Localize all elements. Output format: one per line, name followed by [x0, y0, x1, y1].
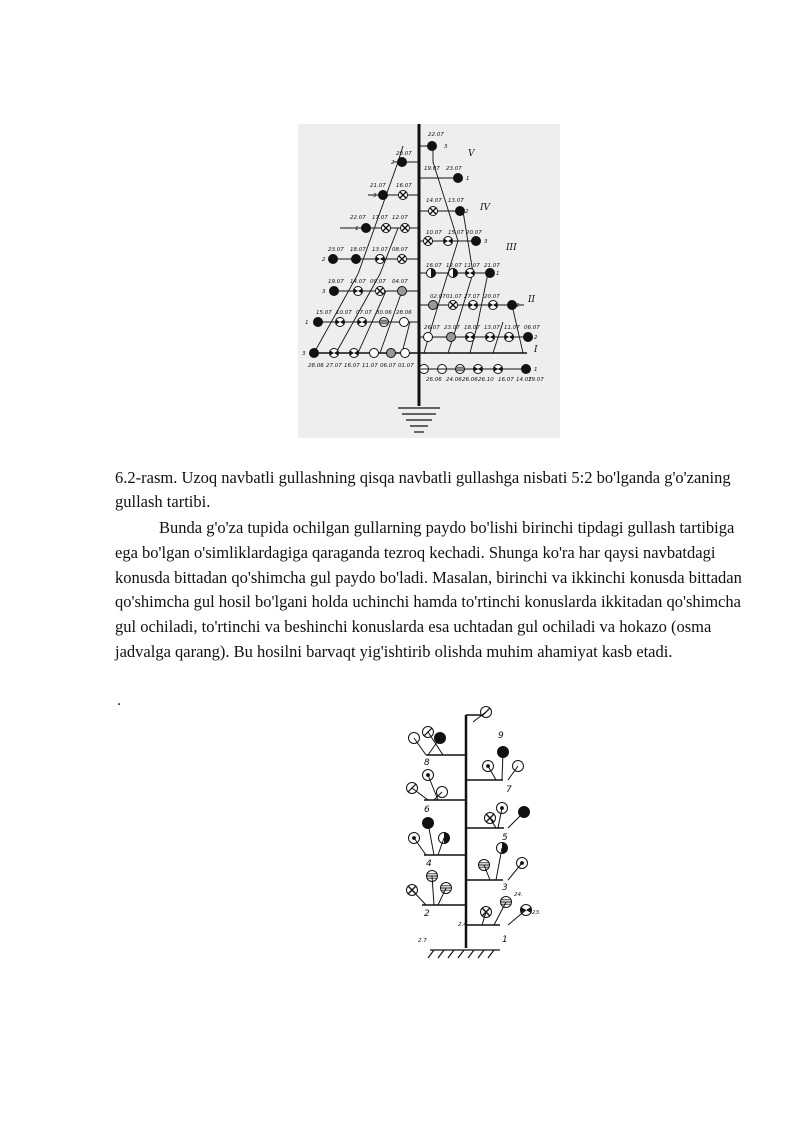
- date-label: 21.07: [484, 263, 500, 269]
- flower-icon: [466, 333, 475, 342]
- date-label: 16.07: [344, 363, 360, 369]
- flower-icon: [314, 318, 323, 327]
- date-label: 01.07: [398, 363, 414, 369]
- date-label: 18.07: [464, 325, 480, 331]
- date-label: 11.07: [362, 363, 378, 369]
- date-label: 15.07: [316, 310, 332, 316]
- flower-icon: [429, 301, 438, 310]
- flower-icon: [399, 191, 408, 200]
- date-label: 14.07: [426, 198, 442, 204]
- date-label: 12.07: [392, 215, 408, 221]
- flower-icon: [358, 318, 367, 327]
- node-number: 3: [502, 883, 508, 893]
- node-number: 7: [506, 785, 512, 795]
- date-label: 11.07: [464, 263, 480, 269]
- date-label: 07.07: [356, 310, 372, 316]
- flower-icon: [447, 333, 456, 342]
- flower-icon: [505, 333, 514, 342]
- date-label: 30.06: [376, 310, 392, 316]
- flower-order-number: 3: [302, 351, 306, 357]
- flower-icon: [486, 333, 495, 342]
- flower-icon: [370, 349, 379, 358]
- handwritten-note: 24.: [514, 892, 523, 898]
- flower-order-number: 2: [391, 160, 395, 166]
- handwritten-note: 2.4: [458, 922, 467, 928]
- flower-icon: [466, 269, 475, 278]
- node-number: 8: [424, 758, 430, 768]
- date-label: 13.07: [448, 198, 464, 204]
- flower-icon: [444, 237, 453, 246]
- flower-icon: [398, 158, 407, 167]
- date-label: 26.10: [478, 377, 494, 383]
- flower-icon: [424, 237, 433, 246]
- flower-order-number: 1: [355, 226, 359, 232]
- date-label: 11.07: [504, 325, 520, 331]
- date-label: 09.07: [370, 279, 386, 285]
- flower-icon: [379, 191, 388, 200]
- flower-icon: [449, 269, 458, 278]
- date-label: 16.07: [426, 263, 442, 269]
- flower-icon: [456, 207, 465, 216]
- flower-icon: [330, 287, 339, 296]
- date-label: 27.07: [326, 363, 342, 369]
- figure-caption: 6.2-rasm. Uzoq navbatli gullashning qisqa navbatli gullashga nisbati 5:2 bo'lganda g'o'zaning gullash tartibi.: [115, 468, 731, 511]
- date-label: 20.07: [466, 230, 482, 236]
- body-paragraph: Bunda g'o'za tupida ochilgan gullarning paydo bo'lishi birinchi tipdagi gullash tartibiga ega bo'lgan o'simliklardagiga qaraganda tezroq kechadi. Shunga ko'ra har qaysi navbatdagi konusda bittadan qo'shimcha gul paydo bo'ladi. Masalan, birinchi va ikkinchi konusda bittadan qo'shimcha gul hosil bo'lgani holda uchinchi hamda to'rtinchi konuslarda ikkitadan qo'shimcha gul ochiladi, to'rtinchi va beshinchi konuslarda esa uchtadan gul ochiladi va hokazo (osma jadvalga qarang). Bu hosilni barvaqt yig'ishtirib olishda muhim ahamiyat kasb etadi.: [115, 518, 742, 661]
- flower-order-number: 1: [466, 176, 470, 182]
- flower-icon: [354, 287, 363, 296]
- node-number: 9: [498, 731, 504, 741]
- flower-order-number: 3: [484, 239, 488, 245]
- date-label: 23.07: [444, 325, 460, 331]
- date-label: 15.07: [448, 230, 464, 236]
- flower-icon: [489, 301, 498, 310]
- date-label: 19.07: [528, 377, 544, 383]
- flower-order-number: 2: [534, 335, 538, 341]
- date-label: 17.07: [372, 215, 388, 221]
- plant-branch-drawing: [398, 700, 558, 965]
- flower-icon: [350, 349, 359, 358]
- flower-order-number: 3: [444, 144, 448, 150]
- flower-icon: [429, 207, 438, 216]
- date-label: 27.07: [464, 294, 480, 300]
- date-label: 23.07: [446, 166, 462, 172]
- cone-roman-label: III: [506, 243, 517, 253]
- flower-icon: [376, 255, 385, 264]
- date-label: 04.07: [392, 279, 408, 285]
- flower-icon: [428, 142, 437, 151]
- flower-icon: [382, 224, 391, 233]
- flower-icon: [330, 349, 339, 358]
- flower-order-number: 1: [496, 271, 500, 277]
- date-label: 20.07: [396, 151, 412, 157]
- date-label: 16.07: [396, 183, 412, 189]
- date-label: 26.07: [424, 325, 440, 331]
- flower-order-number: 3: [322, 289, 326, 295]
- flowering-scheme-figure: [298, 124, 560, 438]
- flower-order-number: 2: [322, 257, 326, 263]
- date-label: 20.07: [484, 294, 500, 300]
- flower-icon: [486, 269, 495, 278]
- date-label: 24.06: [446, 377, 462, 383]
- date-label: 26.06: [426, 377, 442, 383]
- flower-icon: [336, 318, 345, 327]
- date-label: 16.07: [498, 377, 514, 383]
- flower-icon: [424, 333, 433, 342]
- flower-icon: [524, 333, 533, 342]
- flower-icon: [398, 255, 407, 264]
- plant-branch-diagram: [398, 700, 558, 965]
- ground-symbol: [428, 950, 500, 958]
- handwritten-note: 2.7: [418, 938, 427, 944]
- flower-order-number: 1: [534, 367, 538, 373]
- node-number: 2: [424, 909, 430, 919]
- flower-icon: [427, 269, 436, 278]
- date-label: 22.07: [350, 215, 366, 221]
- date-label: 06.07: [524, 325, 540, 331]
- date-label: 14.07: [516, 377, 532, 383]
- date-label: 12.07: [446, 263, 462, 269]
- cone-roman-label: I: [534, 345, 538, 355]
- date-label: 08.07: [392, 247, 408, 253]
- date-label: 10.07: [336, 310, 352, 316]
- date-label: 01.07: [446, 294, 462, 300]
- flowering-scheme-drawing: [298, 124, 560, 438]
- ground-symbol: [398, 408, 440, 432]
- flower-icon: [329, 255, 338, 264]
- flower-order-number: 2: [516, 303, 520, 309]
- date-label: 19.07: [328, 279, 344, 285]
- flower-order-number: 1: [305, 320, 309, 326]
- flower-icon: [310, 349, 319, 358]
- cone-roman-label: IV: [480, 203, 491, 213]
- flower-order-number: 2: [465, 209, 469, 215]
- node-number: 4: [426, 859, 432, 869]
- date-label: 14.07: [350, 279, 366, 285]
- cone-roman-label: II: [528, 295, 536, 305]
- date-label: 10.07: [426, 230, 442, 236]
- flower-icon: [449, 301, 458, 310]
- node-number: 5: [502, 833, 508, 843]
- date-label: 21.07: [370, 183, 386, 189]
- flower-icon: [376, 287, 385, 296]
- flower-icon: [387, 349, 396, 358]
- date-label: 28.06: [396, 310, 412, 316]
- date-label: 23.07: [328, 247, 344, 253]
- stray-mark: .: [117, 692, 121, 709]
- date-label: 22.07: [428, 132, 444, 138]
- node-number: 6: [424, 805, 430, 815]
- date-label: 26.06: [462, 377, 478, 383]
- date-label: 06.07: [380, 363, 396, 369]
- date-label: 02.07: [430, 294, 446, 300]
- date-label: 28.06: [308, 363, 324, 369]
- flower-icon: [400, 318, 409, 327]
- date-label: 13.07: [484, 325, 500, 331]
- flower-icon: [380, 318, 389, 327]
- flower-icon: [472, 237, 481, 246]
- flower-icon: [469, 301, 478, 310]
- date-label: 19.07: [424, 166, 440, 172]
- flower-icon: [398, 287, 407, 296]
- node-number: 1: [502, 935, 508, 945]
- flower-icon: [362, 224, 371, 233]
- flower-icon: [401, 349, 410, 358]
- flower-icon: [352, 255, 361, 264]
- date-label: 18.07: [350, 247, 366, 253]
- flower-order-number: 3: [373, 193, 377, 199]
- handwritten-note: 23.: [532, 910, 541, 916]
- flower-icon: [454, 174, 463, 183]
- date-label: 13.07: [372, 247, 388, 253]
- cone-roman-label: V: [468, 149, 475, 159]
- flower-icon: [401, 224, 410, 233]
